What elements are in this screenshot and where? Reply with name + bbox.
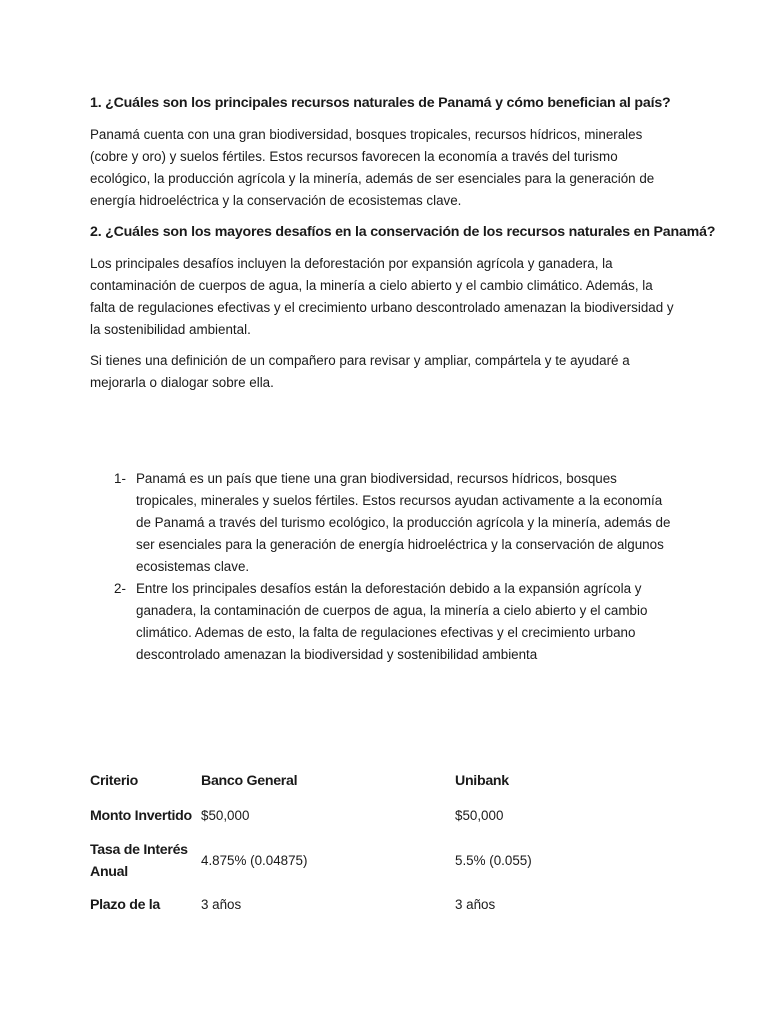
list-item-text: Panamá es un país que tiene una gran biodiversidad, recursos hídricos, bosques tropicales, minerales y suelos fértiles. Estos recursos ayudan activamente a la economía de Panamá a través del turismo ecológico, la producción agrícola y la minería, además de ser esenciales para la generación de energía hidroeléctrica y la conservación de algunos ecosistemas clave. [136,471,671,574]
list-marker: 1- [114,471,126,486]
header-criterio: Criterio [90,773,139,789]
row-label: Plazo de la [90,897,161,913]
row-banco-general-value: $50,000 [201,808,250,823]
row-unibank-value: $50,000 [455,808,504,823]
header-unibank: Unibank [455,773,509,789]
list-item-text: Entre los principales desafíos están la deforestación debido a la expansión agrícola y ganadera, la contaminación de cuerpos de agua, la minería a cielo abierto y el cambio climático. Ademas de esto, la falta de regulaciones efectivas y el crecimiento urbano descontrolado amenazan la biodiversidad y sostenibilidad ambienta [136,581,648,662]
question-2-answer: Los principales desafíos incluyen la deforestación por expansión agrícola y ganadera, la contaminación de cuerpos de agua, la minería a cielo abierto y el cambio climático. Además, la falta de regulaciones efectivas y el crecimiento urbano descontrolado amenazan la biodiversidad y la sostenibilidad ambiental. [90,256,674,337]
answers-list [114,468,674,666]
question-2-heading: 2. ¿Cuáles son los mayores desafíos en la conservación de los recursos naturales en Panamá? [90,224,716,240]
row-banco-general-value: 4.875% (0.04875) [201,853,308,868]
list-item [114,578,674,666]
list-item [114,468,674,578]
question-1-answer: Panamá cuenta con una gran biodiversidad, bosques tropicales, recursos hídricos, minerales (cobre y oro) y suelos fértiles. Estos recursos favorecen la economía a través del turismo ecológico, la producción agrícola y la minería, además de ser esenciales para la generación de energía hidroeléctrica y la conservación de ecosistemas clave. [90,127,655,208]
row-unibank-value: 5.5% (0.055) [455,853,532,868]
row-unibank-value: 3 años [455,897,496,912]
row-label: Tasa de Interés Anual [90,842,188,880]
row-label: Monto Invertido [90,808,192,824]
row-banco-general-value: 3 años [201,897,242,912]
list-marker: 2- [114,581,126,596]
closing-note: Si tienes una definición de un compañero para revisar y ampliar, compártela y te ayudaré a mejorarla o dialogar sobre ella. [90,353,630,390]
header-banco-general: Banco General [201,773,298,789]
question-1-heading: 1. ¿Cuáles son los principales recursos naturales de Panamá y cómo benefician al país? [90,95,671,111]
